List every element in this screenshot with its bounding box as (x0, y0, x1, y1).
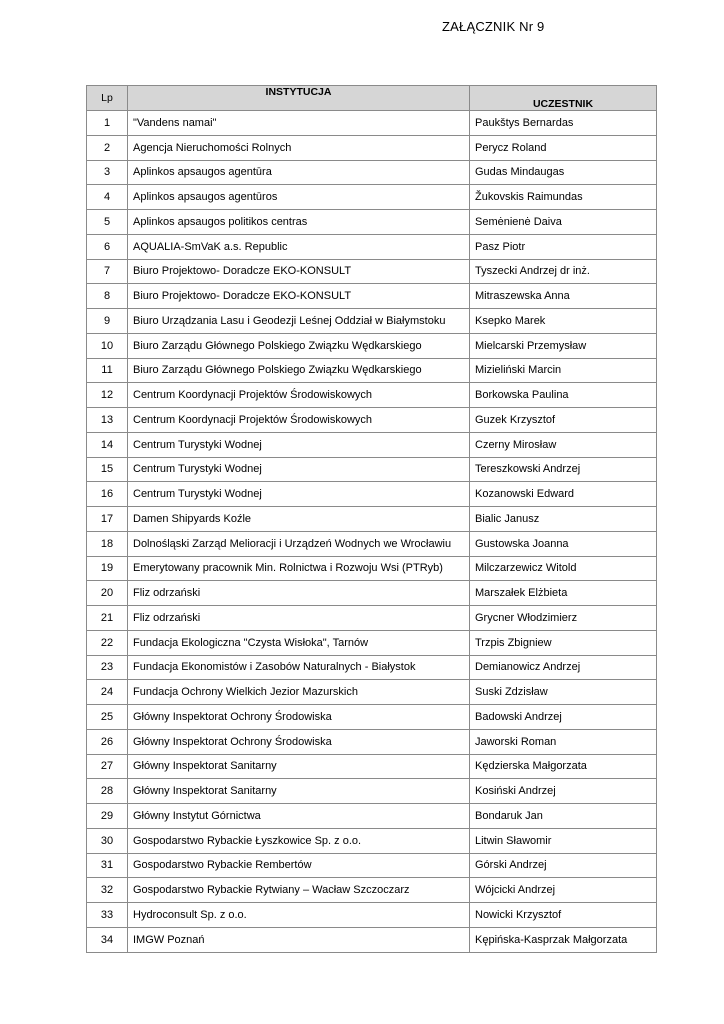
participant-cell: Jaworski Roman (470, 729, 657, 754)
institution-cell: Główny Inspektorat Ochrony Środowiska (128, 729, 470, 754)
participant-cell: Paukštys Bernardas (470, 111, 657, 136)
table-row (87, 853, 657, 878)
table-row (87, 680, 657, 705)
column-header-participant: UCZESTNIK (470, 86, 657, 111)
participant-cell: Kępińska-Kasprzak Małgorzata (470, 927, 657, 952)
institution-cell: Gospodarstwo Rybackie Rembertów (128, 853, 470, 878)
table-row (87, 828, 657, 853)
table-row (87, 383, 657, 408)
institution-cell: Aplinkos apsaugos agentūros (128, 185, 470, 210)
institution-cell: Centrum Koordynacji Projektów Środowiskowych (128, 383, 470, 408)
table-row (87, 432, 657, 457)
table-row (87, 482, 657, 507)
institution-cell: Centrum Turystyki Wodnej (128, 432, 470, 457)
participant-cell: Gustowska Joanna (470, 531, 657, 556)
participant-cell: Milczarzewicz Witold (470, 556, 657, 581)
institution-cell: Damen Shipyards Koźle (128, 507, 470, 532)
participant-cell: Suski Zdzisław (470, 680, 657, 705)
row-number: 14 (87, 432, 128, 457)
institution-cell: Centrum Koordynacji Projektów Środowiskowych (128, 408, 470, 433)
participant-cell: Mitraszewska Anna (470, 284, 657, 309)
participant-cell: Wójcicki Andrzej (470, 878, 657, 903)
table-row (87, 309, 657, 334)
table-row (87, 655, 657, 680)
participant-cell: Grycner Włodzimierz (470, 606, 657, 631)
row-number: 8 (87, 284, 128, 309)
row-number: 12 (87, 383, 128, 408)
institution-cell: Hydroconsult Sp. z o.o. (128, 903, 470, 928)
participant-cell: Gudas Mindaugas (470, 160, 657, 185)
table-row (87, 111, 657, 136)
row-number: 27 (87, 754, 128, 779)
table-row (87, 333, 657, 358)
participant-cell: Semėnienė Daiva (470, 210, 657, 235)
table-row (87, 234, 657, 259)
row-number: 4 (87, 185, 128, 210)
row-number: 16 (87, 482, 128, 507)
participant-cell: Kozanowski Edward (470, 482, 657, 507)
institution-cell: AQUALIA-SmVaK a.s. Republic (128, 234, 470, 259)
table-row (87, 556, 657, 581)
participant-cell: Kędzierska Małgorzata (470, 754, 657, 779)
institution-cell: Aplinkos apsaugos politikos centras (128, 210, 470, 235)
table-body (87, 111, 657, 953)
table-row (87, 630, 657, 655)
institution-cell: Główny Inspektorat Sanitarny (128, 754, 470, 779)
row-number: 20 (87, 581, 128, 606)
institution-cell: Biuro Urządzania Lasu i Geodezji Leśnej Oddział w Białymstoku (128, 309, 470, 334)
institution-cell: Gospodarstwo Rybackie Łyszkowice Sp. z o.o. (128, 828, 470, 853)
participant-cell: Ksepko Marek (470, 309, 657, 334)
row-number: 30 (87, 828, 128, 853)
participant-cell: Demianowicz Andrzej (470, 655, 657, 680)
participant-cell: Badowski Andrzej (470, 705, 657, 730)
row-number: 26 (87, 729, 128, 754)
row-number: 34 (87, 927, 128, 952)
row-number: 1 (87, 111, 128, 136)
institution-cell: Aplinkos apsaugos agentūra (128, 160, 470, 185)
row-number: 25 (87, 705, 128, 730)
table-row (87, 878, 657, 903)
row-number: 22 (87, 630, 128, 655)
participant-cell: Kosiński Andrzej (470, 779, 657, 804)
attachment-header: ZAŁĄCZNIK Nr 9 (442, 19, 545, 34)
participant-cell: Borkowska Paulina (470, 383, 657, 408)
row-number: 6 (87, 234, 128, 259)
row-number: 33 (87, 903, 128, 928)
row-number: 21 (87, 606, 128, 631)
institution-cell: Biuro Projektowo- Doradcze EKO-KONSULT (128, 259, 470, 284)
institution-cell: Główny Instytut Górnictwa (128, 804, 470, 829)
institution-cell: Fliz odrzański (128, 581, 470, 606)
institution-cell: Fundacja Ekologiczna "Czysta Wisłoka", Tarnów (128, 630, 470, 655)
row-number: 19 (87, 556, 128, 581)
institution-cell: Główny Inspektorat Sanitarny (128, 779, 470, 804)
row-number: 15 (87, 457, 128, 482)
row-number: 2 (87, 135, 128, 160)
table-row (87, 531, 657, 556)
institution-cell: Emerytowany pracownik Min. Rolnictwa i Rozwoju Wsi (PTRyb) (128, 556, 470, 581)
table-row (87, 185, 657, 210)
column-header-institution: INSTYTUCJA (128, 86, 470, 111)
participant-cell: Bondaruk Jan (470, 804, 657, 829)
row-number: 24 (87, 680, 128, 705)
institution-cell: Biuro Zarządu Głównego Polskiego Związku Wędkarskiego (128, 358, 470, 383)
institution-cell: Centrum Turystyki Wodnej (128, 482, 470, 507)
table-row (87, 903, 657, 928)
table-row (87, 358, 657, 383)
institution-cell: Fundacja Ochrony Wielkich Jezior Mazurskich (128, 680, 470, 705)
table-row (87, 804, 657, 829)
row-number: 32 (87, 878, 128, 903)
participant-cell: Nowicki Krzysztof (470, 903, 657, 928)
row-number: 11 (87, 358, 128, 383)
participant-cell: Tereszkowski Andrzej (470, 457, 657, 482)
participant-cell: Pasz Piotr (470, 234, 657, 259)
institution-cell: "Vandens namai" (128, 111, 470, 136)
participants-table (86, 85, 657, 953)
institution-cell: Biuro Projektowo- Doradcze EKO-KONSULT (128, 284, 470, 309)
column-header-lp: Lp (87, 86, 128, 111)
table-row (87, 160, 657, 185)
row-number: 17 (87, 507, 128, 532)
row-number: 5 (87, 210, 128, 235)
participant-cell: Marszałek Elżbieta (470, 581, 657, 606)
row-number: 7 (87, 259, 128, 284)
row-number: 10 (87, 333, 128, 358)
row-number: 3 (87, 160, 128, 185)
participant-cell: Tyszecki Andrzej dr inż. (470, 259, 657, 284)
table-row (87, 210, 657, 235)
table-row (87, 779, 657, 804)
row-number: 29 (87, 804, 128, 829)
institution-cell: Gospodarstwo Rybackie Rytwiany – Wacław Szczoczarz (128, 878, 470, 903)
table-row (87, 754, 657, 779)
institution-cell: Fliz odrzański (128, 606, 470, 631)
table-row (87, 581, 657, 606)
participant-cell: Perycz Roland (470, 135, 657, 160)
participant-cell: Guzek Krzysztof (470, 408, 657, 433)
table-row (87, 705, 657, 730)
table-row (87, 729, 657, 754)
row-number: 13 (87, 408, 128, 433)
institution-cell: Główny Inspektorat Ochrony Środowiska (128, 705, 470, 730)
table-row (87, 408, 657, 433)
participant-cell: Trzpis Zbigniew (470, 630, 657, 655)
participant-cell: Czerny Mirosław (470, 432, 657, 457)
participant-cell: Bialic Janusz (470, 507, 657, 532)
row-number: 23 (87, 655, 128, 680)
participant-cell: Mielcarski Przemysław (470, 333, 657, 358)
table-row (87, 135, 657, 160)
row-number: 9 (87, 309, 128, 334)
participant-cell: Žukovskis Raimundas (470, 185, 657, 210)
institution-cell: Centrum Turystyki Wodnej (128, 457, 470, 482)
table-row (87, 284, 657, 309)
participant-cell: Litwin Sławomir (470, 828, 657, 853)
participant-cell: Górski Andrzej (470, 853, 657, 878)
institution-cell: Dolnośląski Zarząd Melioracji i Urządzeń Wodnych we Wrocławiu (128, 531, 470, 556)
institution-cell: Biuro Zarządu Głównego Polskiego Związku Wędkarskiego (128, 333, 470, 358)
row-number: 31 (87, 853, 128, 878)
row-number: 18 (87, 531, 128, 556)
table-row (87, 507, 657, 532)
institution-cell: Agencja Nieruchomości Rolnych (128, 135, 470, 160)
table-row (87, 259, 657, 284)
institution-cell: IMGW Poznań (128, 927, 470, 952)
participant-cell: Mizieliński Marcin (470, 358, 657, 383)
table-row (87, 927, 657, 952)
table-row (87, 457, 657, 482)
institution-cell: Fundacja Ekonomistów i Zasobów Naturalnych - Białystok (128, 655, 470, 680)
table-header-row (87, 86, 657, 111)
row-number: 28 (87, 779, 128, 804)
table-row (87, 606, 657, 631)
